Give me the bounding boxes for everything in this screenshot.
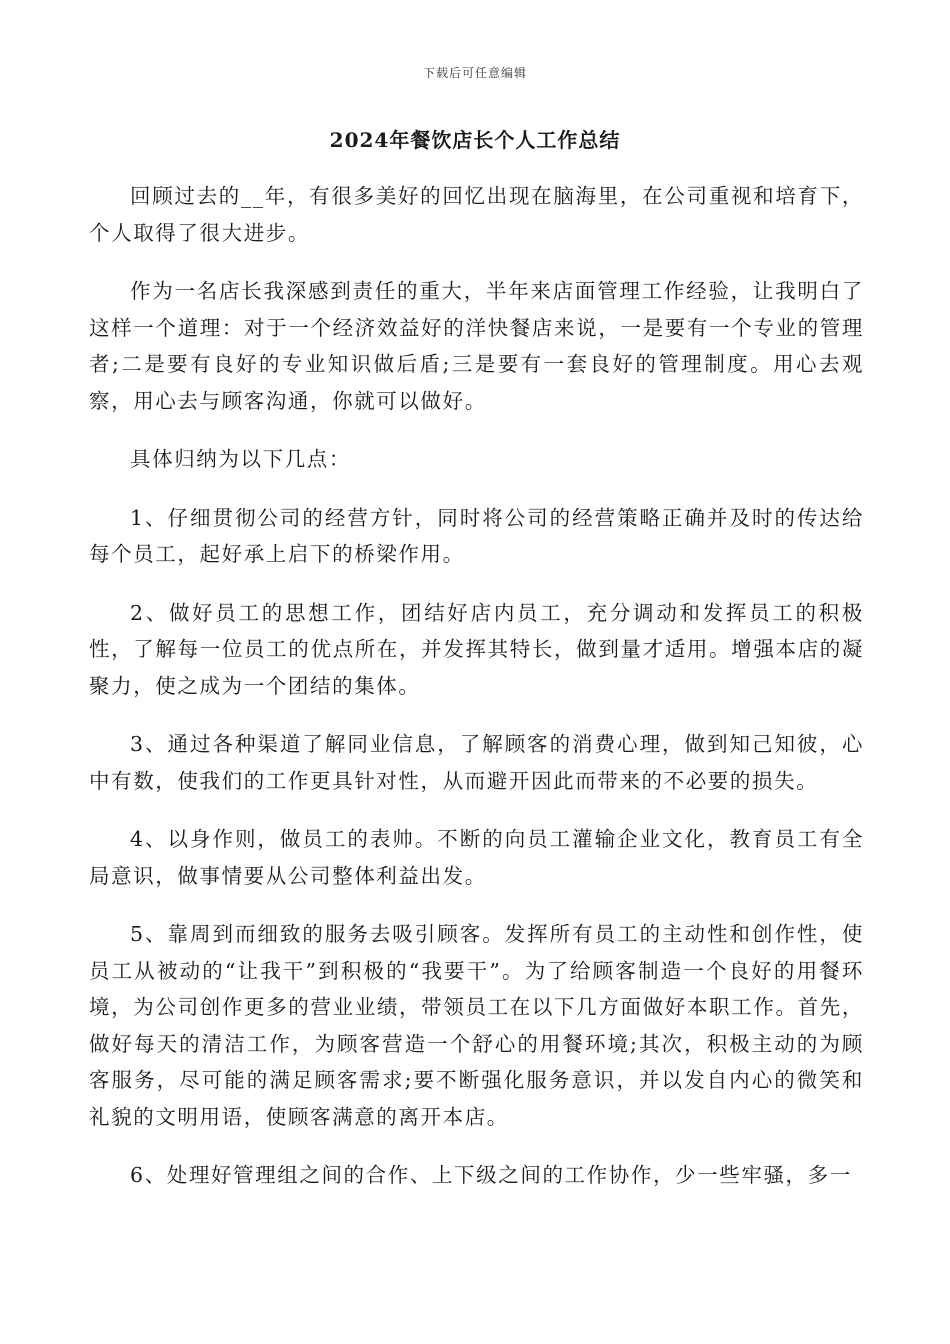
paragraph-point-1: 1、仔细贯彻公司的经营方针，同时将公司的经营策略正确并及时的传达给每个员工，起好承上启下的桥梁作用。 [89, 505, 864, 566]
paragraph-point-3: 3、通过各种渠道了解同业信息，了解顾客的消费心理，做到知己知彼，心中有数，使我们的工作更具针对性，从而避开因此而带来的不必要的损失。 [89, 732, 864, 793]
document-title: 2024年餐饮店长个人工作总结 [329, 128, 621, 152]
paragraph-point-4: 4、以身作则，做员工的表帅。不断的向员工灌输企业文化，教育员工有全局意识，做事情要从公司整体利益出发。 [89, 827, 864, 888]
paragraph-intro: 回顾过去的__年，有很多美好的回忆出现在脑海里，在公司重视和培育下，个人取得了很大进步。 [89, 184, 864, 245]
paragraph-point-2: 2、做好员工的思想工作，团结好店内员工，充分调动和发挥员工的积极性，了解每一位员工的优点所在，并发挥其特长，做到量才适用。增强本店的凝聚力，使之成为一个团结的集体。 [89, 600, 864, 698]
paragraph-point-6: 6、处理好管理组之间的合作、上下级之间的工作协作，少一些牢骚，多一 [130, 1163, 852, 1187]
document-body [89, 178, 864, 1216]
paragraph-responsibility: 作为一名店长我深感到责任的重大，半年来店面管理工作经验，让我明白了这样一个道理：对于一个经济效益好的洋快餐店来说，一是要有一个专业的管理者;二是要有良好的专业知识做后盾;三是要有一套良好的管理制度。用心去观察，用心去与顾客沟通，你就可以做好。 [89, 279, 864, 413]
paragraph-point-5: 5、靠周到而细致的服务去吸引顾客。发挥所有员工的主动性和创作性，使员工从被动的“让我干”到积极的“我要干”。为了给顾客制造一个良好的用餐环境，为公司创作更多的营业业绩，带领员工在以下几方面做好本职工作。首先，做好每天的清洁工作，为顾客营造一个舒心的用餐环境;其次，积极主动的为顾客服务，尽可能的满足顾客需求;要不断强化服务意识，并以发自内心的微笑和礼貌的文明用语，使顾客满意的离开本店。 [89, 922, 864, 1129]
paragraph-summary-lead: 具体归纳为以下几点： [130, 447, 351, 471]
header-note: 下载后可任意编辑 [422, 66, 527, 80]
